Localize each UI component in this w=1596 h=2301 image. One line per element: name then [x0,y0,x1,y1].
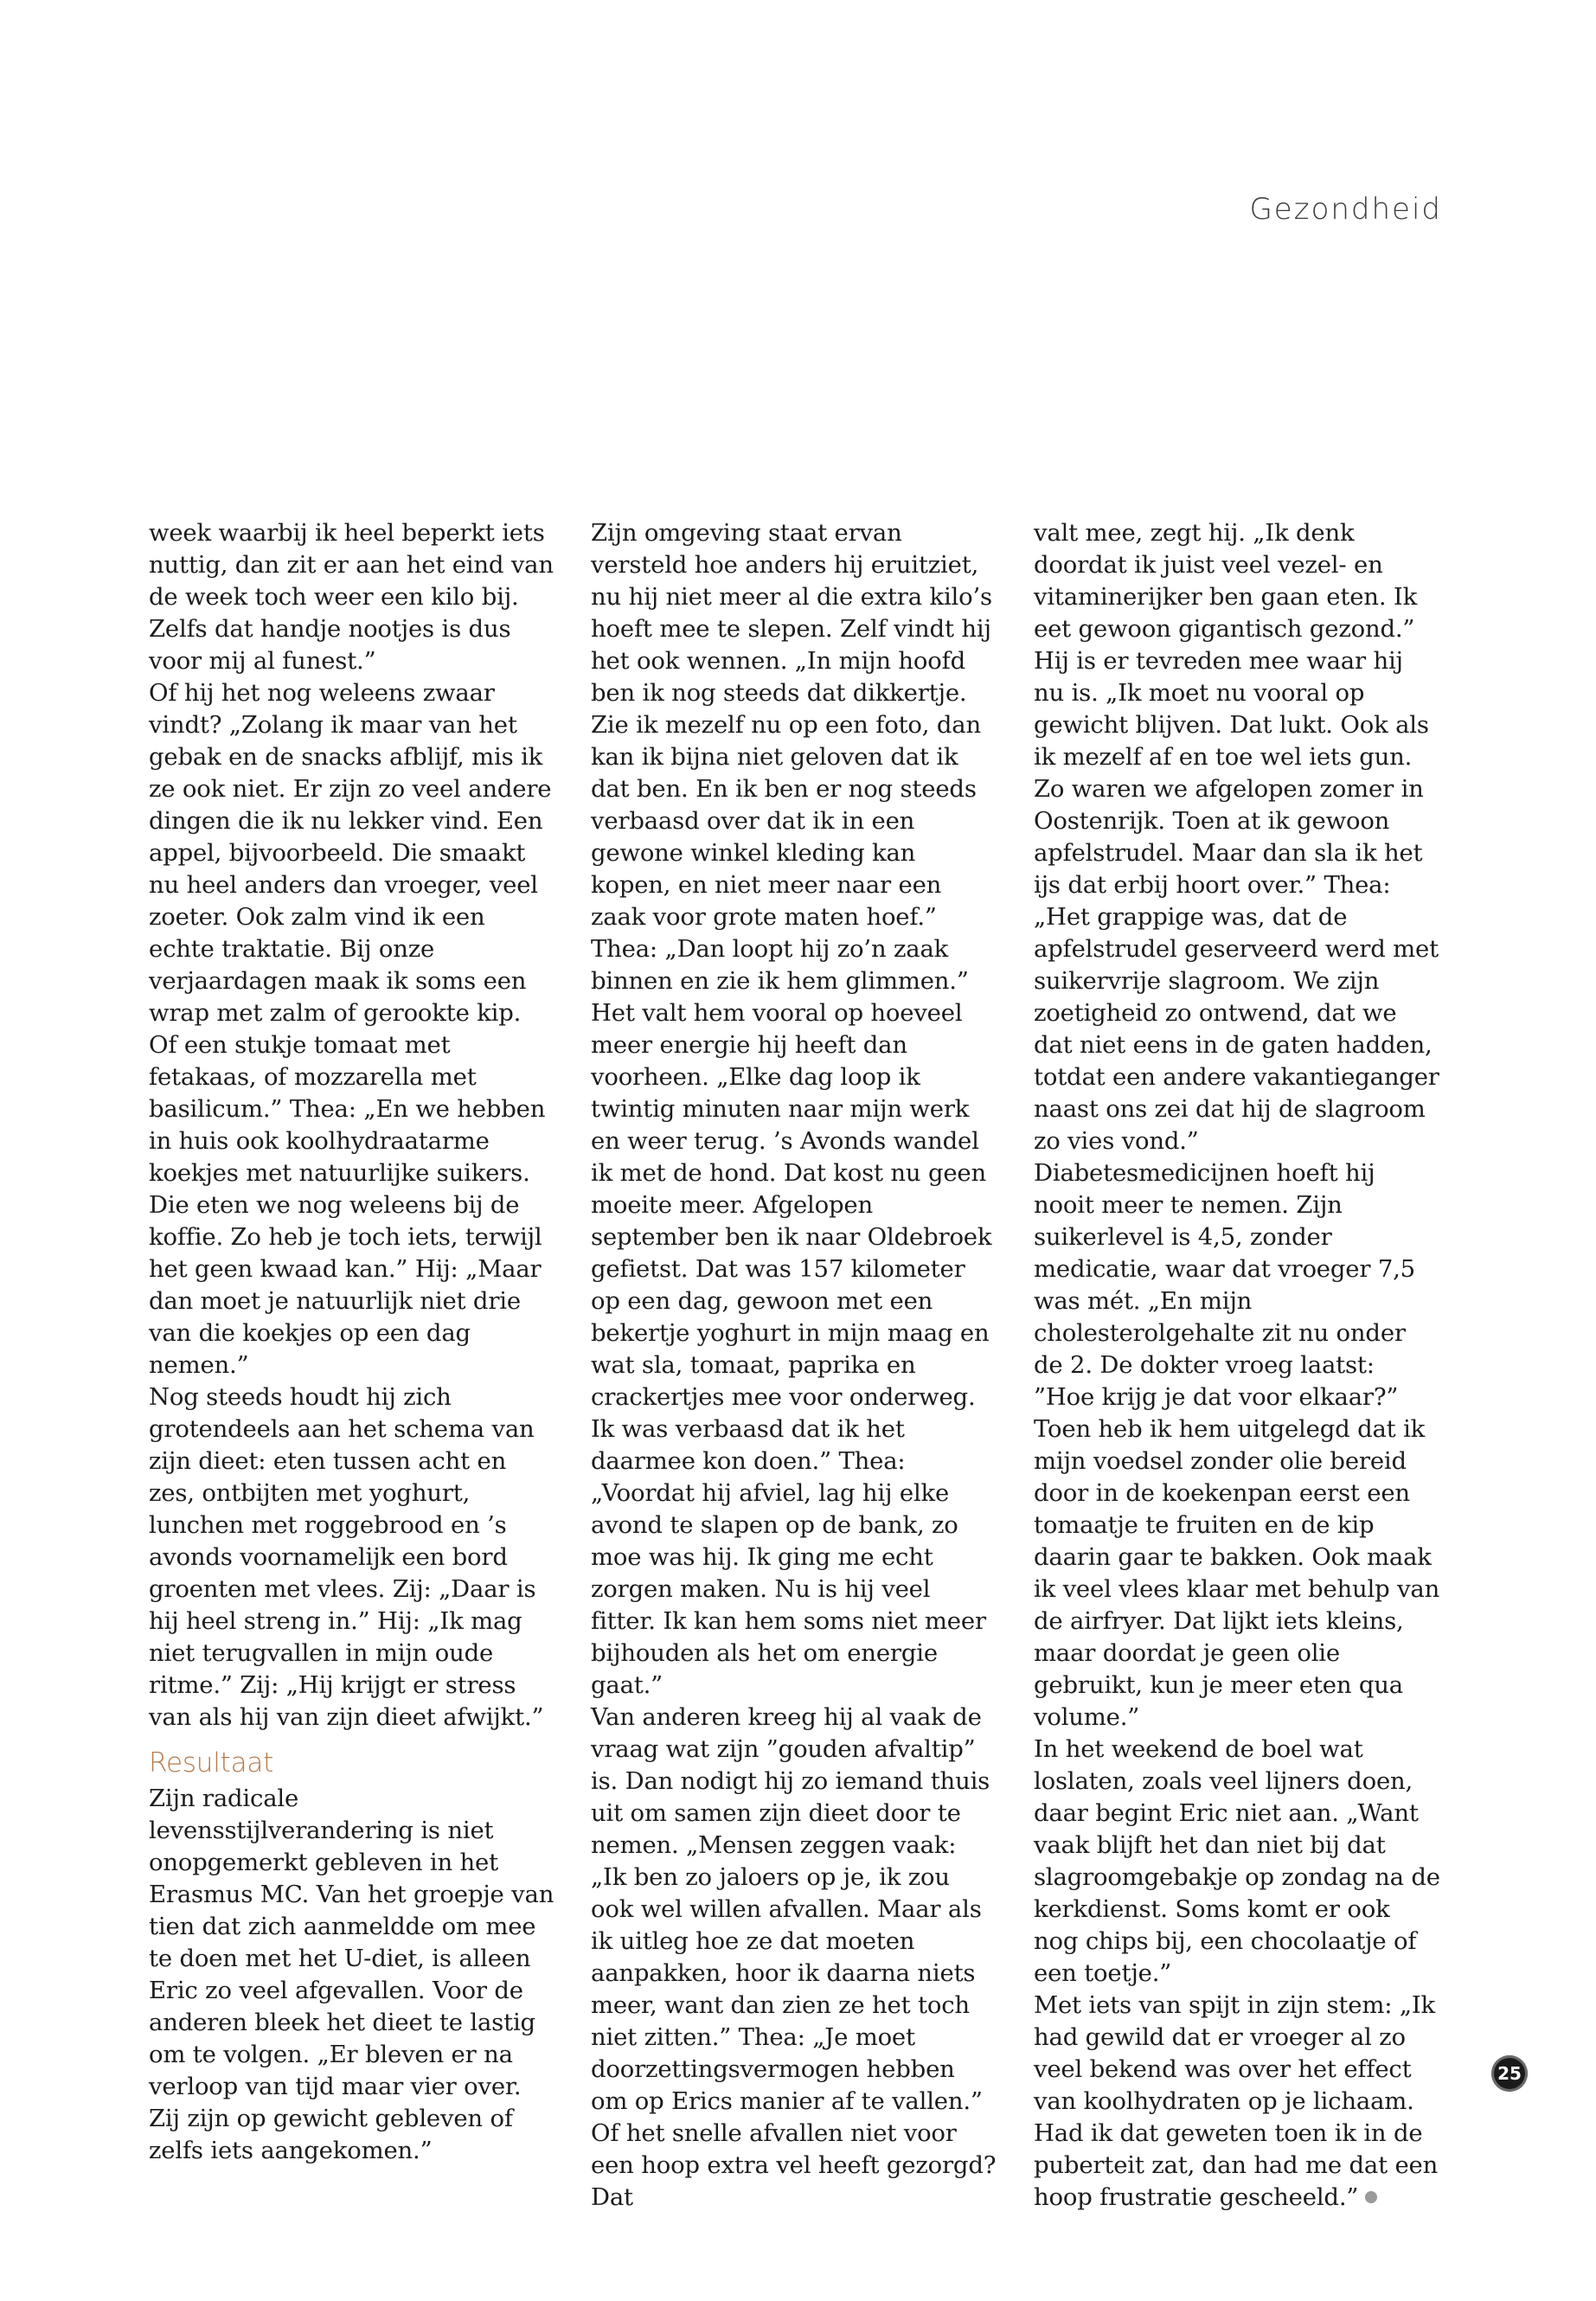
paragraph: Nog steeds houdt hij zich grotendeels aan het schema van zijn dieet: eten tussen acht en zes, ontbijten met yoghurt, lunchen met roggebrood en ’s avonds voornamelijk een bord groenten met vlees. Zij: „Daar is hij heel streng in.” Hij: „Ik mag niet terugvallen in mijn oude ritme.” Zij: „Hij krijgt er stress van als hij van zijn dieet afwijkt.” [149,1383,544,1731]
article-column-2 [591,517,997,2214]
paragraph: Van anderen kreeg hij al vaak de vraag wat zijn ”gouden afvaltip” is. Dan nodigt hij zo iemand thuis uit om samen zijn dieet door te nemen. „Mensen zeggen vaak: „Ik ben zo jaloers op je, ik zou ook wel willen afvallen. Maar als ik uitleg hoe ze dat moeten aanpakken, hoor ik daarna niets meer, want dan zien ze het toch niet zitten.” Thea: „Je moet doorzettingsvermogen hebben om op Erics manier af te vallen.” [591,1703,990,2115]
section-label: Gezondheid [1249,192,1442,227]
article-column-1 [149,517,555,2167]
final-paragraph-text: Met iets van spijt in zijn stem: „Ik had gewild dat er vroeger al zo veel bekend was over het effect van koolhydraten op je lichaam. Had ik dat geweten toen ik in de puberteit zat, dan had me dat een hoop frustratie gescheeld.” [1034,1991,1439,2211]
subheading-resultaat: Resultaat [149,1747,274,1779]
paragraph: Het valt hem vooral op hoeveel meer energie hij heeft dan voorheen. „Elke dag loop ik twintig minuten naar mijn werk en weer terug. ’s Avonds wandel ik met de hond. Dat kost nu geen moeite meer. Afgelopen september ben ik naar Oldebroek gefietst. Dat was 157 kilometer op een dag, gewoon met een bekertje yoghurt in mijn maag en wat sla, tomaat, paprika en crackertjes mee voor onderweg. Ik was verbaasd dat ik het daarmee kon doen.” Thea: „Voordat hij afviel, lag hij elke avond te slapen op de bank, zo moe was hij. Ik ging me echt zorgen maken. Nu is hij veel fitter. Ik kan hem soms niet meer bijhouden als het om energie gaat.” [591,999,992,1699]
final-paragraph [1034,1990,1440,2214]
article-column-3 [1034,517,1440,2214]
paragraph: Hij is er tevreden mee waar hij nu is. „Ik moet nu vooral op gewicht blijven. Dat lukt. Ook als ik mezelf af en toe wel iets gun. Zo waren we afgelopen zomer in Oostenrijk. Toen at ik gewoon apfelstrudel. Maar dan sla ik het ijs dat erbij hoort over.” Thea: „Het grappige was, dat de apfelstrudel geserveerd werd met suikervrije slagroom. We zijn zoetigheid zo ontwend, dat we dat niet eens in de gaten hadden, totdat een andere vakantieganger naast ons zei dat hij de slagroom zo vies vond.” [1034,647,1439,1155]
end-of-article-dot-icon [1365,2191,1377,2203]
paragraph: Of het snelle afvallen niet voor een hoop extra vel heeft gezorgd? Dat [591,2119,997,2211]
paragraph: Diabetesmedicijnen hoeft hij nooit meer te nemen. Zijn suikerlevel is 4,5, zonder medicatie, waar dat vroeger 7,5 was mét. „En mijn cholesterolgehalte zit nu onder de 2. De dokter vroeg laatst: ”Hoe krijg je dat voor elkaar?” Toen heb ik hem uitgelegd dat ik mijn voedsel zonder olie bereid door in de koekenpan eerst een tomaatje te fruiten en de kip daarin gaar te bakken. Ook maak ik veel vlees klaar met behulp van de airfryer. Dat lijkt iets kleins, maar doordat je geen olie gebruikt, kun je meer eten qua volume.” [1034,1159,1440,1731]
paragraph: valt mee, zegt hij. „Ik denk doordat ik juist veel vezel- en vitaminerijker ben gaan eten. Ik eet gewoon gigantisch gezond.” [1034,519,1418,643]
page-number: 25 [1491,2055,1528,2092]
paragraph: week waarbij ik heel beperkt iets nuttig, dan zit er aan het eind van de week toch weer een kilo bij. Zelfs dat handje nootjes is dus voor mij al funest.” [149,519,554,675]
paragraph: Zijn omgeving staat ervan versteld hoe anders hij eruitziet, nu hij niet meer al die extra kilo’s hoeft mee te slepen. Zelf vindt hij het ook wennen. „In mijn hoofd ben ik nog steeds dat dikkertje. Zie ik mezelf nu op een foto, dan kan ik bijna niet geloven dat ik dat ben. En ik ben er nog steeds verbaasd over dat ik in een gewone winkel kleding kan kopen, en niet meer naar een zaak voor grote maten hoef.” Thea: „Dan loopt hij zo’n zaak binnen en zie ik hem glimmen.” [591,519,992,995]
paragraph: Zijn radicale levensstijlverandering is niet onopgemerkt gebleven in het Erasmus MC. Van het groepje van tien dat zich aanmeldde om mee te doen met het U-diet, is alleen Eric zo veel afgevallen. Voor de anderen bleek het dieet te lastig om te volgen. „Er bleven er na verloop van tijd maar vier over. Zij zijn op gewicht gebleven of zelfs iets aangekomen.” [149,1785,554,2164]
paragraph: In het weekend de boel wat loslaten, zoals veel lijners doen, daar begint Eric niet aan. „Want vaak blijft het dan niet bij dat slagroomgebakje op zondag na de kerkdienst. Soms komt er ook nog chips bij, een chocolaatje of een toetje.” [1034,1735,1440,1987]
paragraph: Of hij het nog weleens zwaar vindt? „Zolang ik maar van het gebak en de snacks afblijf, mis ik ze ook niet. Er zijn zo veel andere dingen die ik nu lekker vind. Een appel, bijvoorbeeld. Die smaakt nu heel anders dan vroeger, veel zoeter. Ook zalm vind ik een echte traktatie. Bij onze verjaardagen maak ik soms een wrap met zalm of gerookte kip. Of een stukje tomaat met fetakaas, of mozzarella met basilicum.” Thea: „En we hebben in huis ook koolhydraatarme koekjes met natuurlijke suikers. Die eten we nog weleens bij de koffie. Zo heb je toch iets, terwijl het geen kwaad kan.” Hij: „Maar dan moet je natuurlijk niet drie van die koekjes op een dag nemen.” [149,679,552,1379]
